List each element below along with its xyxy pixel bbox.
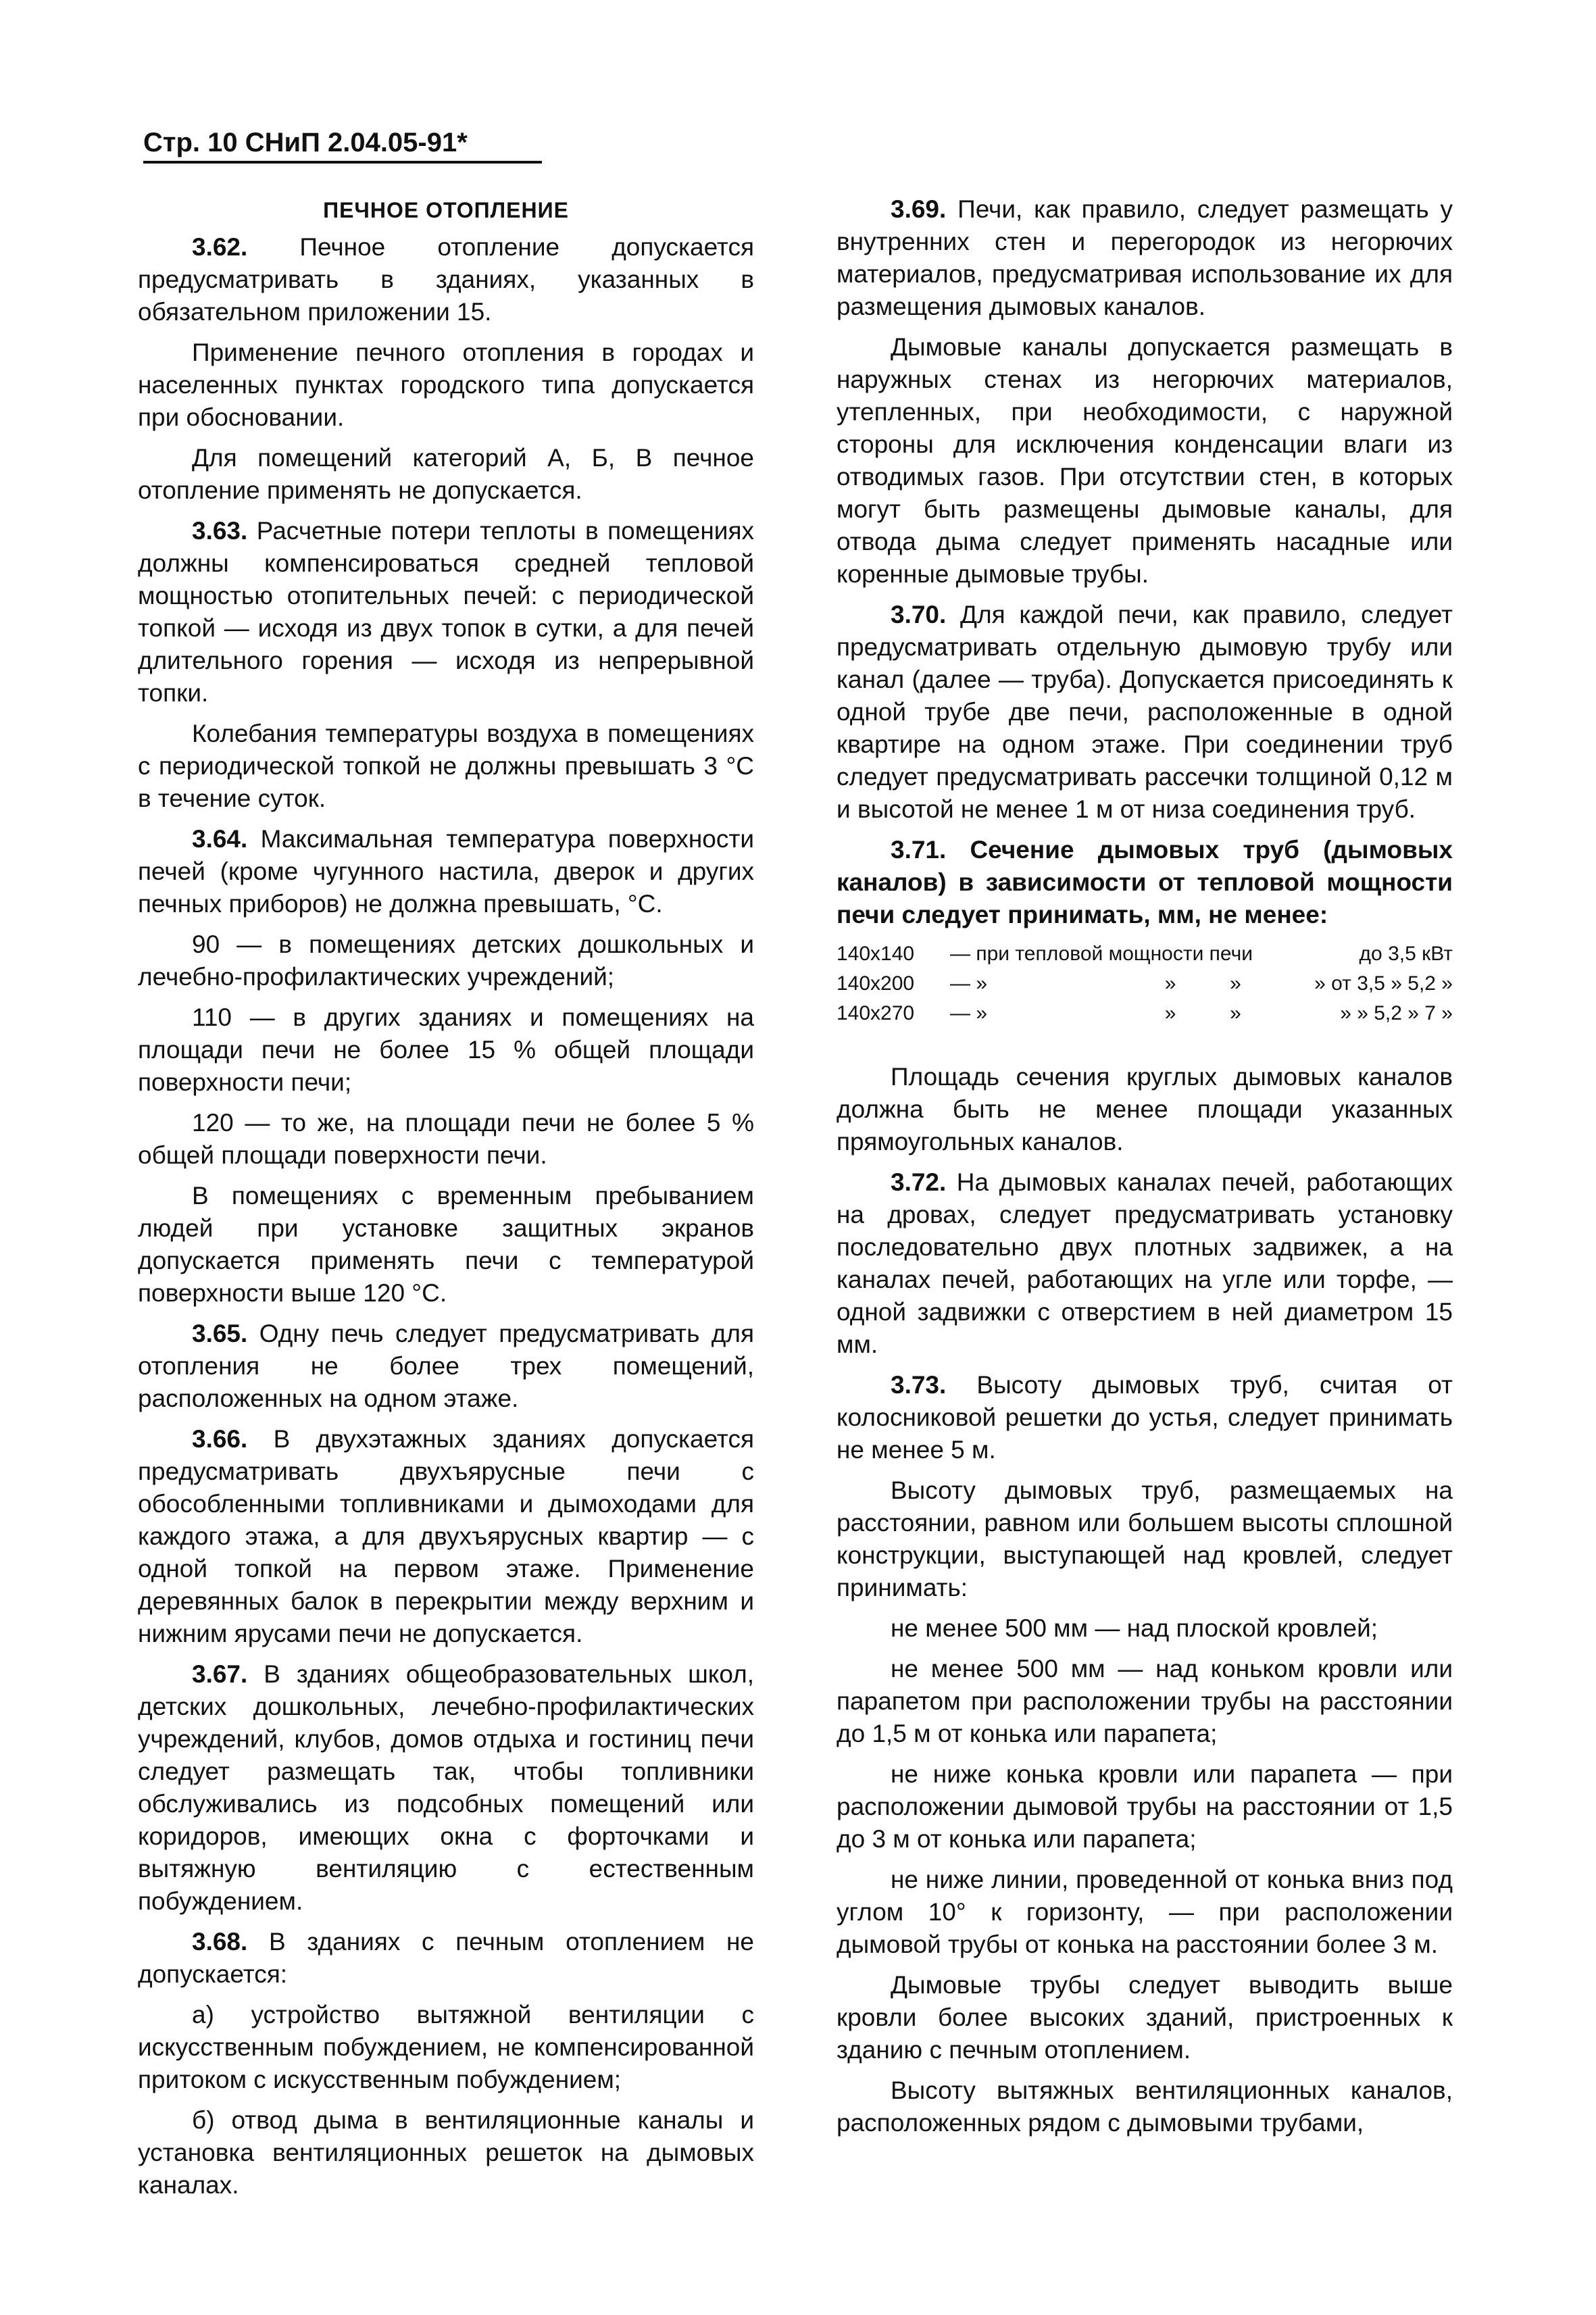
paragraph: не ниже конька кровли или парапета — при расположении дымовой трубы на расстоянии от 1,5 до 3 м от конька или парапета; xyxy=(837,1760,1453,1853)
clause-text: В зданиях с печным отоплением не допускается: xyxy=(138,1928,754,1988)
clause-number: 3.70. xyxy=(891,601,947,628)
clause-number: 3.62. xyxy=(192,233,248,261)
paragraph: 110 — в других зданиях и помещениях на площади печи не более 15 % общей площади поверхности печи; xyxy=(138,1003,754,1096)
clause-number: 3.73. xyxy=(891,1371,947,1399)
paragraph: б) отвод дыма в вентиляционные каналы и установка вентиляционных решеток на дымовых каналах. xyxy=(138,2106,754,2199)
paragraph: не менее 500 мм — над коньком кровли или парапетом при расположении трубы на расстоянии до 1,5 м от конька или парапета; xyxy=(837,1655,1453,1747)
paragraph: В помещениях с временным пребыванием людей при установке защитных экранов допускается применять печи с температурой поверхности выше 120 °С. xyxy=(138,1182,754,1307)
table-row xyxy=(837,939,1453,969)
paragraph-3-66 xyxy=(138,1423,754,1650)
table-cell: » xyxy=(1164,972,1176,995)
paragraph-3-72 xyxy=(837,1166,1453,1361)
paragraph: Площадь сечения круглых дымовых каналов должна быть не менее площади указанных прямоугольных каналов. xyxy=(837,1063,1453,1155)
clause-number: 3.65. xyxy=(192,1320,248,1347)
clause-number: 3.69. xyxy=(891,195,947,223)
table-cell: 140x140 xyxy=(837,943,915,965)
paragraph: Дымовые трубы следует выводить выше кровли более высоких зданий, пристроенных к зданию с печным отоплением. xyxy=(837,1971,1453,2064)
clause-text: В зданиях общеобразовательных школ, детских дошкольных, лечебно-профилактических учреждений, клубов, домов отдыха и гостиниц печи следует размещать так, чтобы топливники обслуживались из подсобных помещений или коридоров, имеющих окна с форточками и вытяжную вентиляцию с естественным побуждением. xyxy=(138,1660,754,1915)
paragraph: а) устройство вытяжной вентиляции с искусственным побуждением, не компенсированной притоком с искусственным побуждением; xyxy=(138,2001,754,2093)
table-cell: » xyxy=(1164,1002,1176,1024)
table-row xyxy=(837,969,1453,999)
left-column xyxy=(138,193,754,2210)
paragraph-3-70 xyxy=(837,599,1453,826)
table-cell: — » xyxy=(950,972,988,995)
paragraph-3-64 xyxy=(138,823,754,920)
table-cell: — » xyxy=(950,1002,988,1024)
paragraph: Высоту вытяжных вентиляционных каналов, расположенных рядом с дымовыми трубами, xyxy=(837,2076,1453,2137)
clause-text: Печи, как правило, следует размещать у внутренних стен и перегородок из негорючих материалов, предусматривая использование их для размещения дымовых каналов. xyxy=(837,195,1453,320)
paragraph: 90 — в помещениях детских дошкольных и лечебно-профилактических учреждений; xyxy=(138,930,754,991)
paragraph-3-63 xyxy=(138,515,754,710)
paragraph-3-73 xyxy=(837,1369,1453,1466)
clause-text: Для каждой печи, как правило, следует предусматривать отдельную дымовую трубу или канал (далее — труба). Допускается присоединять к одной трубе две печи, расположенные в одной квартире на одном этаже. При соединении труб следует предусматривать рассечки толщиной 0,12 м и высотой не менее 1 м от низа соединения труб. xyxy=(837,601,1453,823)
table-cell: » xyxy=(1230,1002,1241,1024)
clause-number: 3.67. xyxy=(192,1660,248,1688)
paragraph-3-62 xyxy=(138,231,754,328)
paragraph-3-65 xyxy=(138,1318,754,1415)
paragraph: Для помещений категорий А, Б, В печное отопление применять не допускается. xyxy=(138,444,754,504)
clause-number: 3.72. xyxy=(891,1168,947,1196)
table-cell: » от 3,5 » 5,2 » xyxy=(1314,972,1453,995)
clause-text: В двухэтажных зданиях допускается предусматривать двухъярусные печи с обособленными топливниками и дымоходами для каждого этажа, а для двухъярусных квартир — с одной топкой на первом этаже. Применение деревянных балок в перекрытии между верхним и нижним ярусами печи не допускается. xyxy=(138,1425,754,1647)
table-row xyxy=(837,999,1453,1028)
clause-text: Максимальная температура поверхности печей (кроме чугунного настила, дверок и других печных приборов) не должна превышать, °С. xyxy=(138,825,754,918)
clause-text: Расчетные потери теплоты в помещениях должны компенсироваться средней тепловой мощностью отопительных печей: с периодической топкой — исходя из двух топок в сутки, а для печей длительного горения — исходя из непрерывной топки. xyxy=(138,517,754,707)
paragraph: 120 — то же, на площади печи не более 5 % общей площади поверхности печи. xyxy=(138,1109,754,1169)
paragraph: Высоту дымовых труб, размещаемых на расстоянии, равном или большем высоты сплошной конструкции, выступающей над кровлей, следует принимать: xyxy=(837,1476,1453,1601)
page-header: Стр. 10 СНиП 2.04.05-91* xyxy=(143,126,542,164)
paragraph-3-71 xyxy=(837,834,1453,931)
clause-text: Печное отопление допускается предусматривать в зданиях, указанных в обязательном приложении 15. xyxy=(138,233,754,326)
table-cell: 140x270 xyxy=(837,1002,915,1024)
paragraph: не ниже линии, проведенной от конька вниз под углом 10° к горизонту, — при расположении дымовой трубы от конька на расстоянии более 3 м. xyxy=(837,1866,1453,1958)
paragraph-3-69 xyxy=(837,193,1453,323)
table-cell: 140x200 xyxy=(837,972,915,995)
table-cell: до 3,5 кВт xyxy=(1359,943,1453,965)
clause-number: 3.63. xyxy=(192,517,248,545)
clause-text: На дымовых каналах печей, работающих на дровах, следует предусматривать установку последовательно двух плотных задвижек, а на каналах печей, работающих на угле или торфе, — одной задвижки с отверстием в ней диаметром 15 мм. xyxy=(837,1168,1453,1358)
clause-number: 3.66. xyxy=(192,1425,248,1453)
paragraph: Дымовые каналы допускается размещать в наружных стенах из негорючих материалов, утепленных, при необходимости, с наружной стороны для исключения конденсации влаги из отводимых газов. При отсутствии стен, в которых могут быть размещены дымовые каналы, для отвода дыма следует применять насадные или коренные дымовые трубы. xyxy=(837,333,1453,588)
paragraph-3-68 xyxy=(138,1926,754,1991)
clause-number: 3.68. xyxy=(192,1928,248,1956)
table-cell: » » 5,2 » 7 » xyxy=(1340,1002,1453,1024)
section-title: ПЕЧНОЕ ОТОПЛЕНИЕ xyxy=(323,198,569,222)
paragraph-3-67 xyxy=(138,1658,754,1918)
clause-number: 3.64. xyxy=(192,825,248,853)
paragraph: Применение печного отопления в городах и населенных пунктах городского типа допускается при обосновании. xyxy=(138,339,754,431)
paragraph: не менее 500 мм — над плоской кровлей; xyxy=(891,1614,1378,1642)
right-column xyxy=(837,193,1453,2147)
clause-text: Высоту дымовых труб, считая от колосниковой решетки до устья, следует принимать не менее 5 м. xyxy=(837,1371,1453,1464)
flue-section-table xyxy=(837,939,1453,1028)
clause-number: 3.71. xyxy=(891,836,947,864)
paragraph: Колебания температуры воздуха в помещениях с периодической топкой не должны превышать 3 °С в течение суток. xyxy=(138,720,754,812)
clause-text: Одну печь следует предусматривать для отопления не более трех помещений, расположенных на одном этаже. xyxy=(138,1320,754,1412)
table-cell: — при тепловой мощности печи xyxy=(950,943,1253,965)
clause-text: Сечение дымовых труб (дымовых каналов) в зависимости от тепловой мощности печи следует принимать, мм, не менее: xyxy=(837,836,1453,928)
table-cell: » xyxy=(1230,972,1241,995)
